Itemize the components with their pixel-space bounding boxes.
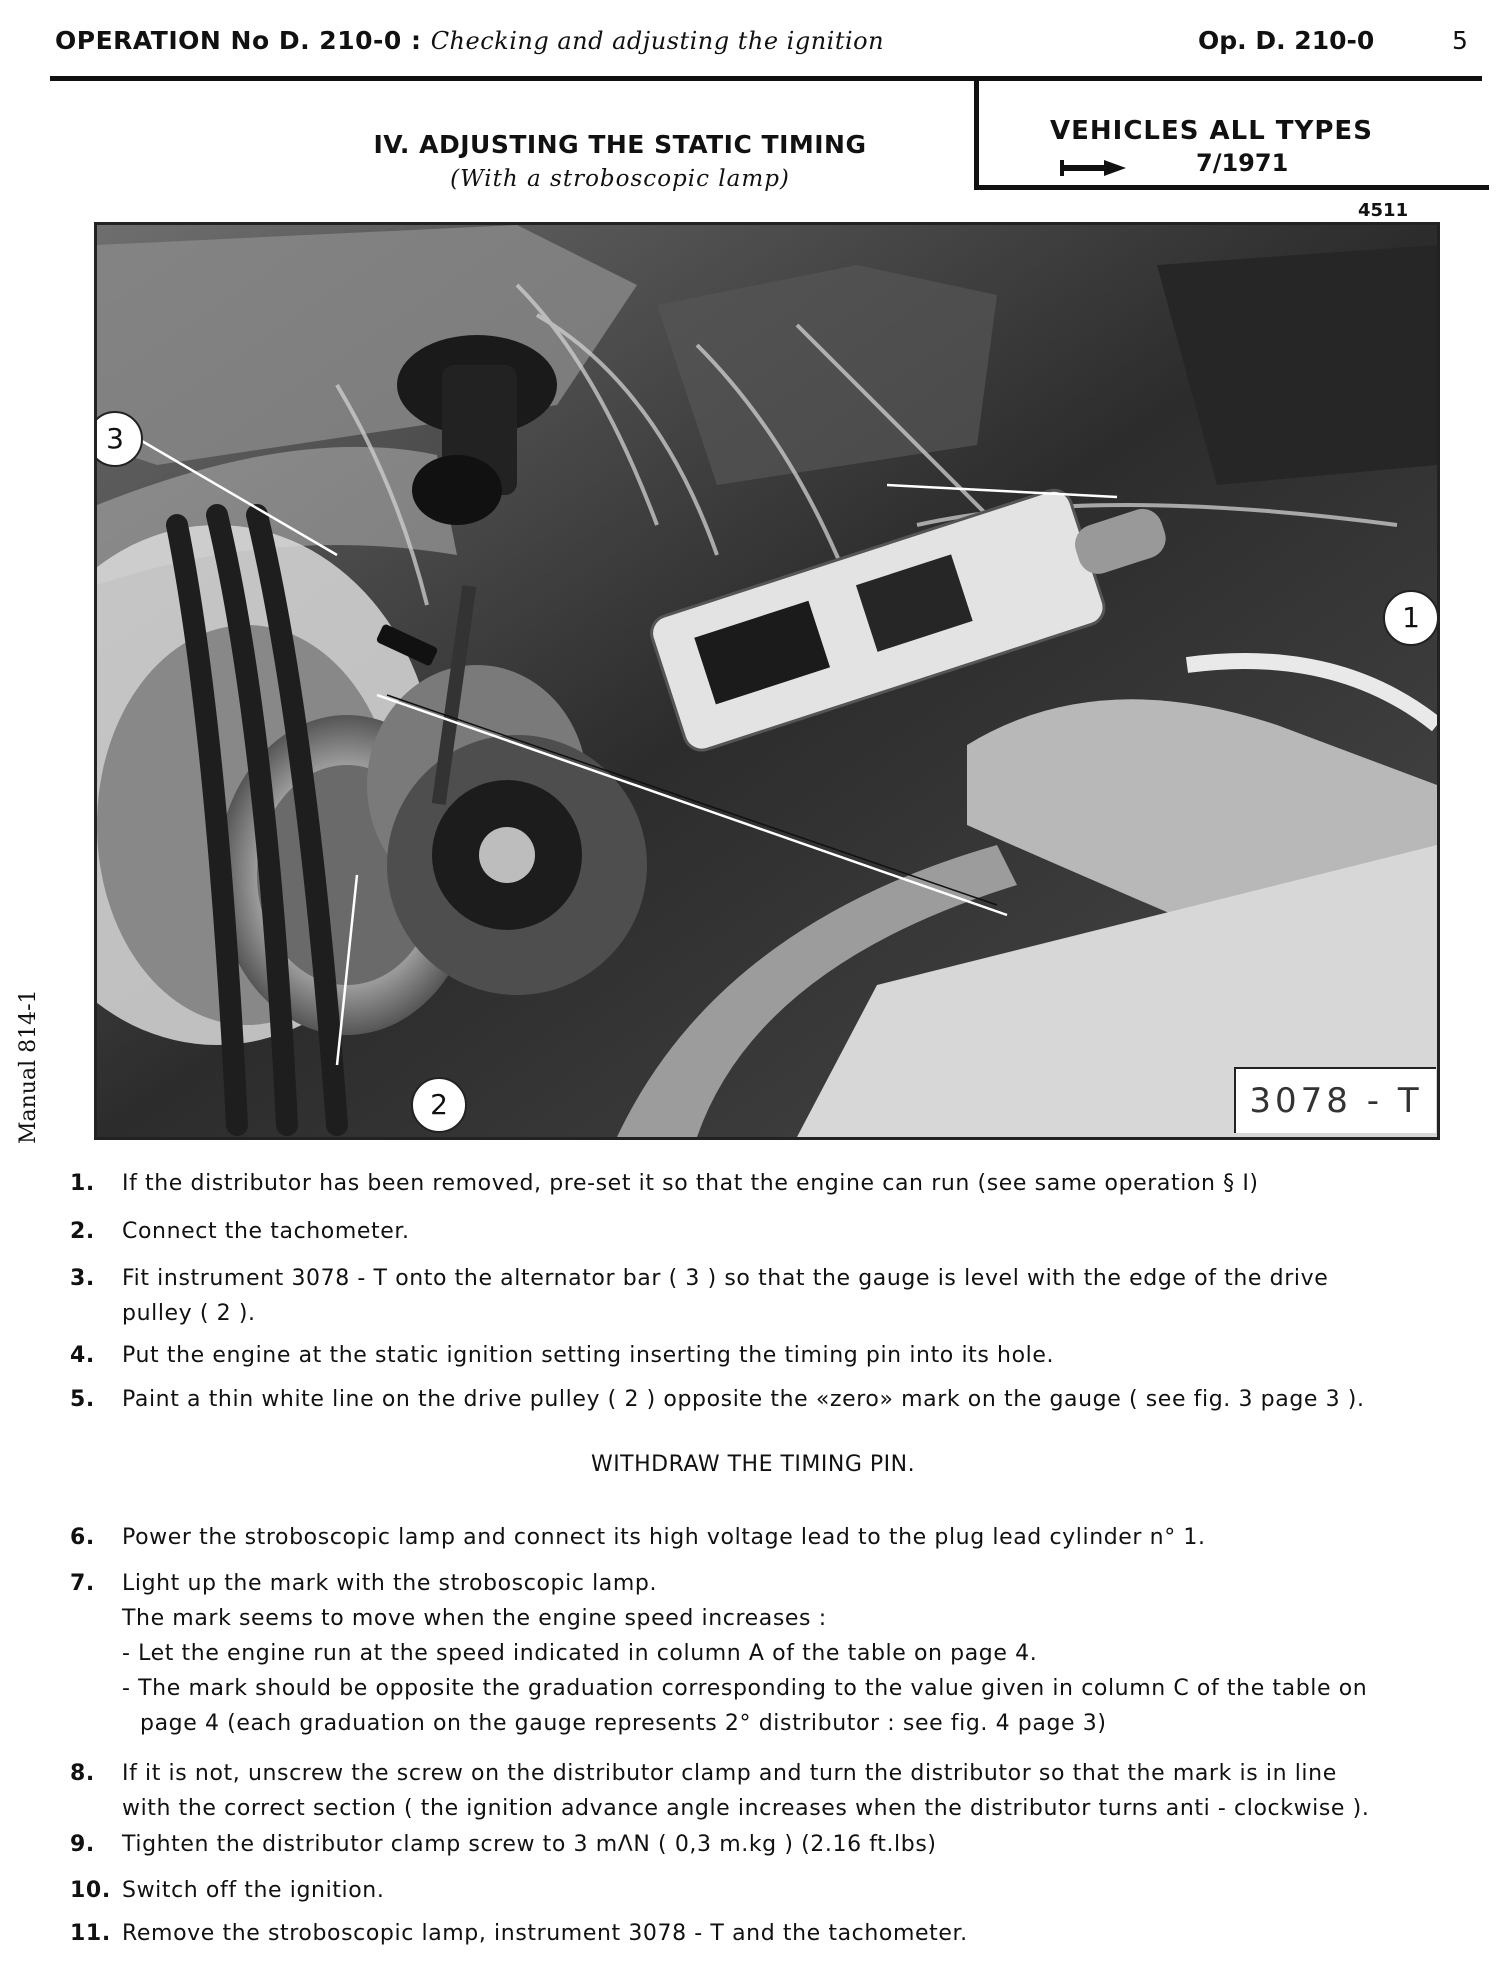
engine-photo (94, 222, 1440, 1140)
page-number: 5 (1452, 26, 1468, 55)
step-6: 6. Power the stroboscopic lamp and connect its high voltage lead to the plug lead cylinder n° 1. (70, 1525, 1206, 1550)
engine-illustration (97, 225, 1437, 1137)
withdraw-instruction: WITHDRAW THE TIMING PIN. (590, 1452, 916, 1477)
step-3: 3. Fit instrument 3078 - T onto the alternator bar ( 3 ) so that the gauge is level with the edge of the drive pulley ( 2 ). (70, 1266, 1329, 1326)
step-11: 11. Remove the stroboscopic lamp, instrument 3078 - T and the tachometer. (70, 1921, 968, 1946)
section-subtitle: (With a stroboscopic lamp) (450, 166, 790, 192)
manual-reference-text: Manual 814-1 (16, 989, 41, 1144)
figure-number: 4511 (1358, 200, 1409, 221)
step-2: 2. Connect the tachometer. (70, 1219, 410, 1244)
step-1: 1. If the distributor has been removed, pre-set it so that the engine can run (see same operation § I) (70, 1171, 1259, 1196)
operation-code: Op. D. 210-0 (1198, 26, 1375, 55)
operation-heading (55, 26, 884, 55)
callout-2: 2 (411, 1077, 467, 1133)
step-8: 8. If it is not, unscrew the screw on the distributor clamp and turn the distributor so that the mark is in line with the correct section ( the ignition advance angle increases when the distributor turns anti - clockwise ). (70, 1761, 1370, 1821)
operation-number: OPERATION No D. 210-0 : (55, 26, 422, 55)
step-5: 5. Paint a thin white line on the drive pulley ( 2 ) opposite the «zero» mark on the gauge ( see fig. 3 page 3 ). (70, 1387, 1365, 1412)
step-9: 9. Tighten the distributor clamp screw to 3 mΛN ( 0,3 m.kg ) (2.16 ft.lbs) (70, 1832, 937, 1857)
callout-3: 3 (94, 411, 143, 467)
step-10: 10. Switch off the ignition. (70, 1878, 385, 1903)
step-4: 4. Put the engine at the static ignition setting inserting the timing pin into its hole. (70, 1343, 1055, 1368)
callout-1: 1 (1383, 590, 1439, 646)
vehicles-date: 7/1971 (1196, 149, 1289, 177)
tool-label: 3078 - T (1234, 1067, 1436, 1133)
step-7: 7. Light up the mark with the stroboscopic lamp. The mark seems to move when the engine speed increases : - Let the engine run at the speed indicated in column A of the table on page 4. - The mark should be opposite the graduation corresponding to the value given in column C of the table on page 4 (each graduation on the gauge represents 2° distributor : see fig. 4 page 3) (70, 1571, 1368, 1736)
vehicles-title: VEHICLES ALL TYPES (1050, 116, 1373, 146)
operation-title: Checking and adjusting the ignition (430, 27, 885, 55)
arrow-right-icon (1060, 160, 1126, 180)
section-title: IV. ADJUSTING THE STATIC TIMING (373, 130, 867, 159)
